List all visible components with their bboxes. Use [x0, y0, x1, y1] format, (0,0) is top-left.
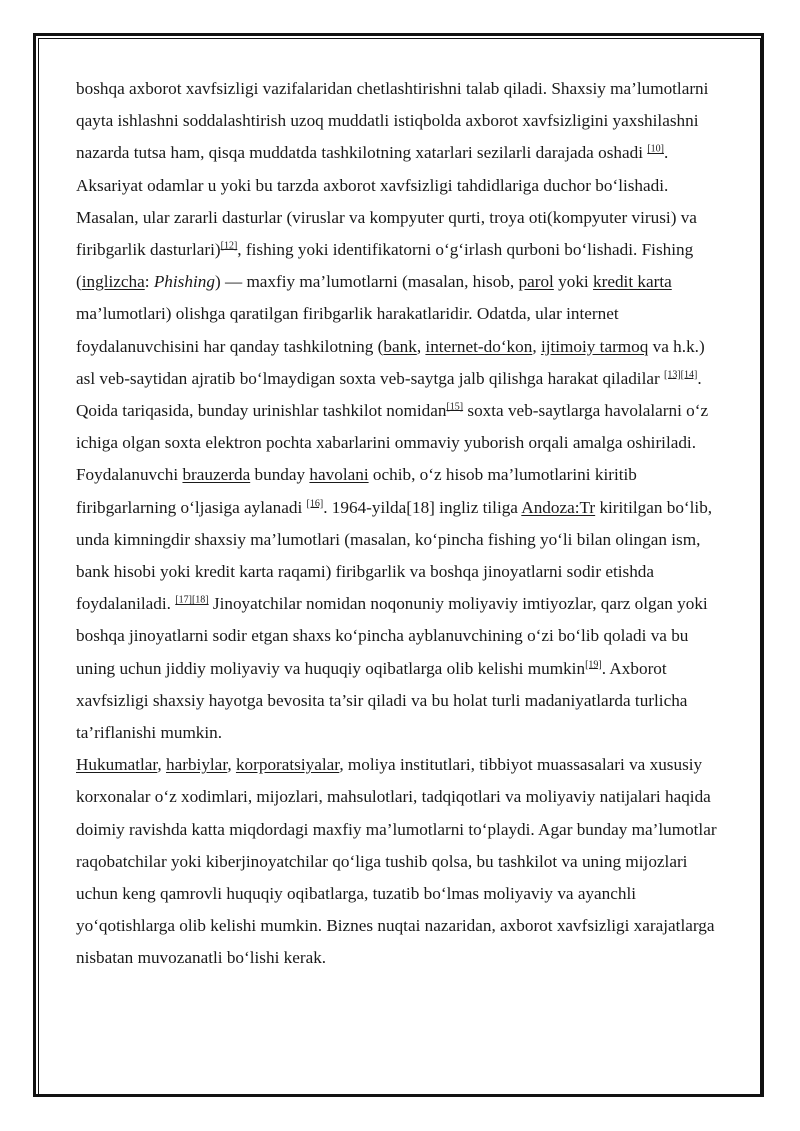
- link-bank[interactable]: bank: [383, 336, 417, 356]
- text-run: , moliya institutlari, tibbiyot muassasalari va xususiy korxonalar oʻz xodimlari, mijozlari, mahsulotlari, tadqiqotlari va moliyaviy natijalari haqida doimiy ravishda katta miqdordagi maxfiy ma’lumotlarni toʻplaydi. Agar bunday ma’lumotlar raqobatchilar yoki kiberjinoyatchilar qoʻliga tushib qolsa, bu tashkilot va uning mijozlari uchun keng qamrovli huquqiy oqibatlarga, tuzatib boʻlmas moliyaviy va ayanchli yoʻqotishlarga olib kelishi mumkin. Biznes nuqtai nazaridan, axborot xavfsizligi xarajatlarga nisbatan muvozanatli boʻlishi kerak.: [76, 755, 717, 968]
- text-run: ,: [157, 755, 166, 775]
- text-run: , fishing yoki identifikatorni oʻgʻirlash qurboni boʻlishadi. Fishing (: [76, 240, 694, 292]
- footnote-ref[interactable]: [16]: [306, 497, 324, 509]
- link-inglizcha[interactable]: inglizcha: [81, 272, 145, 292]
- text-run: .: [663, 143, 669, 163]
- paragraph-2: [76, 170, 724, 460]
- link-hukumatlar[interactable]: Hukumatlar: [76, 755, 158, 775]
- paragraph-4: [76, 749, 724, 974]
- link-parol[interactable]: parol: [518, 272, 554, 292]
- text-run: . Qoida tariqasida, bunday urinishlar tashkilot nomidan: [76, 368, 702, 421]
- text-run: :: [144, 272, 154, 292]
- link-korporatsiyalar[interactable]: korporatsiyalar: [235, 755, 340, 775]
- text-run: soxta veb-saytlarga havolalarni oʻz ichiga olgan soxta elektron pochta xabarlarini ommaviy yuborish orqali amalga oshiriladi.: [76, 401, 709, 453]
- text-run: ,: [532, 336, 541, 356]
- footnote-ref[interactable]: [19]: [585, 658, 602, 670]
- text-run: kiritilgan boʻlib, unda kimningdir shaxsiy ma’lumotlari (masalan, koʻpincha fishing yoʻli bilan olingan ism, bank hisobi yoki kredit karta raqami) firibgarlik va boshqa jinoyatlarni sodir etishda foydalaniladi.: [76, 497, 713, 614]
- footnote-ref[interactable]: [13][14]: [664, 369, 698, 381]
- text-run: Jinoyatchilar nomidan noqonuniy moliyaviy imtiyozlar, qarz olgan yoki boshqa jinoyatlarni sodir etgan shaxs koʻpincha ayblanuvchining oʻzi boʻlib qoladi va bu uning uchun jiddiy moliyaviy va huquqiy oqibatlarga olib kelishi mumkin: [76, 594, 708, 678]
- text-run: bunday: [250, 465, 310, 485]
- link-havolani[interactable]: havolani: [309, 465, 369, 485]
- text-run: . 1964-yilda[18] ingliz tiliga: [323, 497, 522, 517]
- text-run: ,: [416, 336, 426, 356]
- text-run: ochib, oʻz hisob ma’lumotlarini kiritib firibgarlarning oʻljasiga aylanadi: [76, 465, 637, 517]
- link-ijtimoiy-tarmoq[interactable]: ijtimoiy tarmoq: [540, 336, 649, 356]
- link-internet-dokon[interactable]: internet-doʻkon: [425, 336, 533, 356]
- text-run: yoki: [553, 272, 593, 292]
- text-run: Aksariyat odamlar u yoki bu tarzda axborot xavfsizligi tahdidlariga duchor boʻlishadi. Masalan, ular zararli dasturlar (viruslar va kompyuter qurti, troya oti(kompyuter virusi) va firibgarlik dasturlari): [76, 175, 697, 260]
- text-run: va h.k.) asl veb-saytidan ajratib boʻlmaydigan soxta veb-saytga jalb qilishga harakat qiladilar: [76, 336, 705, 388]
- link-kredit-karta[interactable]: kredit karta: [593, 272, 672, 292]
- document-body: [76, 73, 724, 975]
- text-run: Foydalanuvchi: [76, 465, 183, 485]
- text-run: . Axborot xavfsizligi shaxsiy hayotga bevosita ta’sir qiladi va bu holat turli madaniyatlarda turlicha ta’riflanishi mumkin.: [76, 658, 688, 743]
- paragraph-1: [76, 73, 724, 170]
- link-brauzerda[interactable]: brauzerda: [182, 465, 251, 485]
- text-run: ma’lumotlari) olishga qaratilgan firibgarlik harakatlaridir. Odatda, ular internet foydalanuvchisini har qanday tashkilotning (: [76, 304, 619, 356]
- text-run: ) — maxfiy ma’lumotlarni (masalan, hisob,: [214, 272, 519, 292]
- link-harbiylar[interactable]: harbiylar: [166, 755, 228, 775]
- link-andoza-tr[interactable]: Andoza:Tr: [521, 497, 596, 517]
- text-run: ,: [227, 755, 236, 775]
- footnote-ref[interactable]: [15]: [446, 401, 464, 413]
- paragraph-3: [76, 459, 724, 749]
- footnote-ref[interactable]: [12]: [220, 240, 238, 252]
- footnote-ref[interactable]: [17][18]: [175, 594, 209, 606]
- italic-term: Phishing: [153, 272, 215, 292]
- footnote-ref[interactable]: [10]: [647, 143, 664, 155]
- text-run: boshqa axborot xavfsizligi vazifalaridan chetlashtirishni talab qiladi. Shaxsiy ma’lumotlarni qayta ishlashni soddalashtirish uzoq muddatli istiqbolda axborot xavfsizligini yaxshilashni nazarda tutsa ham, qisqa muddatda tashkilotning xatarlari sezilarli darajada oshadi: [76, 79, 709, 163]
